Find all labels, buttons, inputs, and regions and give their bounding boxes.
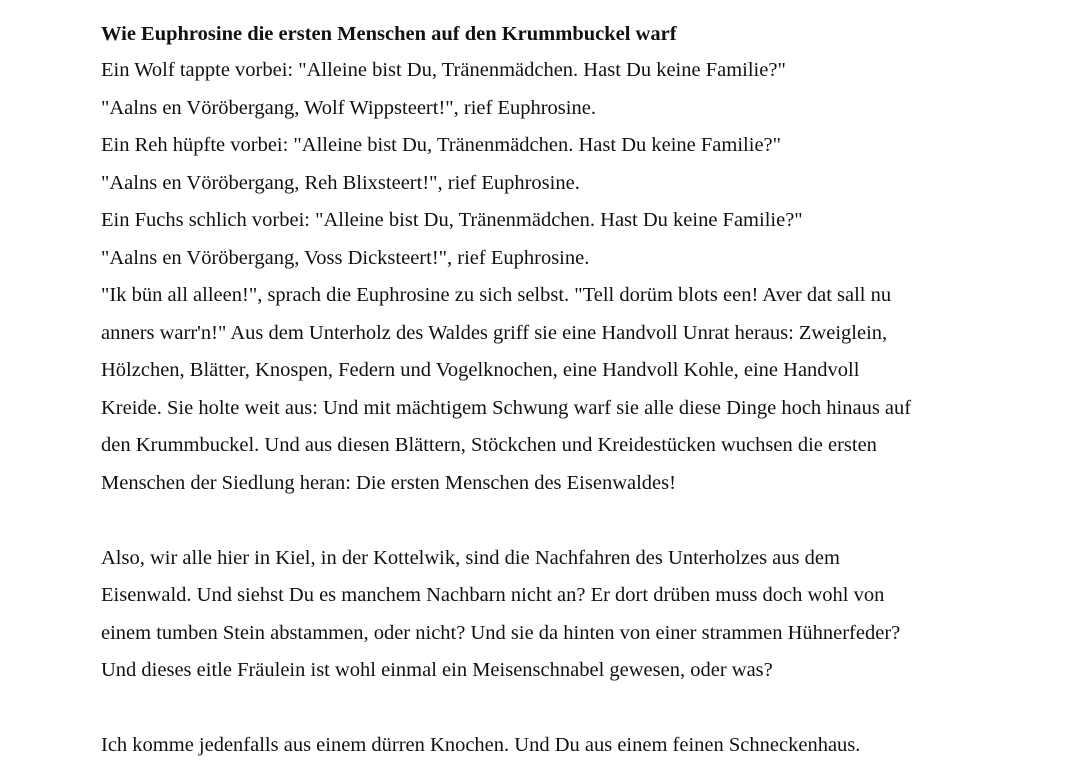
- text-line: "Aalns en Vöröbergang, Reh Blixsteert!", rief Euphrosine.: [101, 171, 580, 194]
- text-line: "Aalns en Vöröbergang, Voss Dicksteert!", rief Euphrosine.: [101, 246, 590, 269]
- paragraph-1: [101, 52, 1001, 502]
- text-line: Menschen der Siedlung heran: Die ersten Menschen des Eisenwaldes!: [101, 471, 676, 494]
- text-line: Hölzchen, Blätter, Knospen, Federn und Vogelknochen, eine Handvoll Kohle, eine Handvoll: [101, 359, 860, 381]
- text-line: einem tumben Stein abstammen, oder nicht? Und sie da hinten von einer strammen Hühnerfeder?: [101, 621, 901, 644]
- text-line: "Aalns en Vöröbergang, Wolf Wippsteert!", rief Euphrosine.: [101, 96, 596, 119]
- article-title: Wie Euphrosine die ersten Menschen auf den Krummbuckel warf: [101, 23, 677, 45]
- text-line: Ein Wolf tappte vorbei: "Alleine bist Du, Tränenmädchen. Hast Du keine Familie?": [101, 59, 786, 81]
- text-line: Ein Fuchs schlich vorbei: "Alleine bist Du, Tränenmädchen. Hast Du keine Familie?": [101, 209, 803, 231]
- text-line: Eisenwald. Und siehst Du es manchem Nachbarn nicht an? Er dort drüben muss doch wohl von: [101, 584, 885, 606]
- article-body: [101, 16, 1001, 765]
- paragraph-2: [101, 540, 1001, 690]
- text-line: Ich komme jedenfalls aus einem dürren Knochen. Und Du aus einem feinen Schneckenhaus.: [101, 734, 861, 756]
- paragraph-spacer: [101, 502, 1001, 540]
- text-line: den Krummbuckel. Und aus diesen Blättern, Stöckchen und Kreidestücken wuchsen die ersten: [101, 434, 877, 456]
- paragraph-spacer: [101, 690, 1001, 728]
- text-line: Also, wir alle hier in Kiel, in der Kottelwik, sind die Nachfahren des Unterholzes aus dem: [101, 546, 840, 569]
- text-line: Und dieses eitle Fräulein ist wohl einmal ein Meisenschnabel gewesen, oder was?: [101, 659, 773, 681]
- text-line: "Ik bün all alleen!", sprach die Euphrosine zu sich selbst. "Tell dorüm blots een! Aver dat sall nu: [101, 284, 892, 306]
- text-line: anners warr'n!" Aus dem Unterholz des Waldes griff sie eine Handvoll Unrat heraus: Zweiglein,: [101, 321, 888, 344]
- paragraph-3: [101, 727, 1001, 765]
- text-line: Ein Reh hüpfte vorbei: "Alleine bist Du, Tränenmädchen. Hast Du keine Familie?": [101, 134, 782, 156]
- text-line: Kreide. Sie holte weit aus: Und mit mächtigem Schwung warf sie alle diese Dinge hoch hinaus auf: [101, 396, 912, 419]
